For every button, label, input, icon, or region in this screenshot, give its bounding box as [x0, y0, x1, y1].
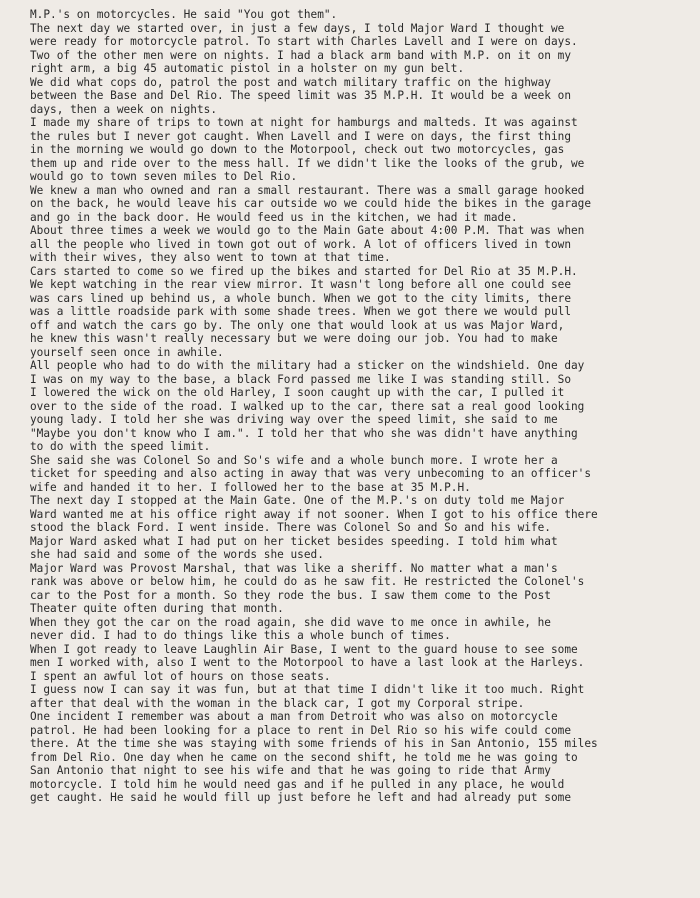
text-line: right arm, a big 45 automatic pistol in a holster on my gun belt.: [30, 62, 465, 75]
text-line: motorcycle. I told him he would need gas and if he pulled in any place, he would: [30, 777, 565, 791]
text-line: I spent an awful lot of hours on those seats.: [30, 669, 331, 683]
text-line: were ready for motorcycle patrol. To start with Charles Lavell and I were on days.: [30, 35, 578, 48]
text-line: Theater quite often during that month.: [30, 602, 284, 615]
text-line: The next day I stopped at the Main Gate. One of the M.P.'s on duty told me Major: [30, 494, 565, 507]
text-line: When I got ready to leave Laughlin Air Base, I went to the guard house to see some: [30, 642, 578, 656]
text-line: One incident I remember was about a man from Detroit who was also on motorcycle: [30, 710, 558, 723]
text-line: All people who had to do with the military had a sticker on the windshield. One day: [30, 359, 585, 372]
text-line: with their wives, they also went to town at that time.: [30, 251, 391, 264]
text-line: yourself seen once in awhile.: [30, 345, 224, 359]
text-line: "Maybe you don't know who I am.". I told her that who she was didn't have anything: [30, 426, 578, 440]
text-line: ticket for speeding and also acting in away that was very unbecoming to an officer's: [30, 467, 592, 480]
text-line: Ward wanted me at his office right away if not sooner. When I got to his office there: [30, 507, 598, 521]
text-line: Two of the other men were on nights. I had a black arm band with M.P. on it on my: [30, 48, 571, 62]
text-line: was cars lined up behind us, a whole bunch. When we got to the city limits, there: [30, 291, 571, 305]
text-line: rank was above or below him, he could do as he saw fit. He restricted the Colonel's: [30, 575, 585, 588]
text-line: When they got the car on the road again, she did wave to me once in awhile, he: [30, 615, 551, 629]
text-line: off and watch the cars go by. The only one that would look at us was Major Ward,: [30, 318, 565, 332]
text-line: from Del Rio. One day when he came on the second shift, he told me he was going to: [30, 750, 578, 764]
text-line: M.P.'s on motorcycles. He said "You got them".: [30, 8, 338, 21]
text-line: patrol. He had been looking for a place to rent in Del Rio so his wife could come: [30, 723, 571, 737]
text-line: I lowered the wick on the old Harley, I soon caught up with the car, I pulled it: [30, 386, 565, 399]
text-line: he knew this wasn't really necessary but we were doing our job. You had to make: [30, 332, 558, 345]
text-line: Major Ward asked what I had put on her ticket besides speeding. I told him what: [30, 534, 558, 548]
text-line: I made my share of trips to town at night for hamburgs and malteds. It was against: [30, 116, 578, 129]
text-line: over to the side of the road. I walked up to the car, there sat a real good looking: [30, 399, 585, 413]
text-line: and go in the back door. He would feed us in the kitchen, we had it made.: [30, 210, 518, 224]
text-line: all the people who lived in town got out of work. A lot of officers lived in town: [30, 237, 571, 251]
text-line: We kept watching in the rear view mirror. It wasn't long before all one could see: [30, 278, 571, 291]
text-line: would go to town seven miles to Del Rio.: [30, 170, 298, 183]
text-line: on the back, he would leave his car outside wo we could hide the bikes in the garage: [30, 197, 592, 210]
text-line: We did what cops do, patrol the post and watch military traffic on the highway: [30, 75, 551, 89]
text-line: was a little roadside park with some shade trees. When we got there we would pull: [30, 305, 571, 318]
text-line: to do with the speed limit.: [30, 440, 211, 453]
text-line: in the morning we would go down to the Motorpool, check out two motorcycles, gas: [30, 143, 565, 156]
text-line: Major Ward was Provost Marshal, that was like a sheriff. No matter what a man's: [30, 561, 558, 575]
text-line: never did. I had to do things like this a whole bunch of times.: [30, 629, 451, 642]
text-line: the rules but I never got caught. When Lavell and I were on days, the first thing: [30, 129, 571, 143]
text-line: after that deal with the woman in the black car, I got my Corporal stripe.: [30, 696, 525, 710]
text-line: The next day we started over, in just a few days, I told Major Ward I thought we: [30, 21, 565, 35]
text-line: men I worked with, also I went to the Motorpool to have a last look at the Harleys.: [30, 656, 585, 669]
text-line: Cars started to come so we fired up the bikes and started for Del Rio at 35 M.P.H.: [30, 264, 578, 278]
text-line: San Antonio that night to see his wife and that he was going to ride that Army: [30, 764, 551, 777]
text-line: She said she was Colonel So and So's wife and a whole bunch more. I wrote her a: [30, 453, 558, 467]
text-line: between the Base and Del Rio. The speed limit was 35 M.P.H. It would be a week on: [30, 89, 571, 102]
text-line: About three times a week we would go to the Main Gate about 4:00 P.M. That was when: [30, 224, 585, 237]
text-line: them up and ride over to the mess hall. If we didn't like the looks of the grub, we: [30, 156, 585, 170]
text-line: get caught. He said he would fill up just before he left and had already put some: [30, 791, 571, 804]
text-line: stood the black Ford. I went inside. There was Colonel So and So and his wife.: [30, 521, 551, 534]
text-line: wife and handed it to her. I followed her to the base at 35 M.P.H.: [30, 480, 471, 494]
text-line: there. At the time she was staying with some friends of his in San Antonio, 155 miles: [30, 737, 598, 750]
text-line: I was on my way to the base, a black Ford passed me like I was standing still. So: [30, 372, 571, 386]
text-line: days, then a week on nights.: [30, 102, 218, 116]
text-line: car to the Post for a month. So they rode the bus. I saw them come to the Post: [30, 588, 551, 602]
text-line: young lady. I told her she was driving way over the speed limit, she said to me: [30, 413, 558, 426]
text-line: she had said and some of the words she used.: [30, 548, 324, 561]
text-line: I guess now I can say it was fun, but at that time I didn't like it too much. Right: [30, 683, 585, 696]
text-line: We knew a man who owned and ran a small restaurant. There was a small garage hooked: [30, 183, 585, 197]
page-text: [30, 8, 692, 805]
